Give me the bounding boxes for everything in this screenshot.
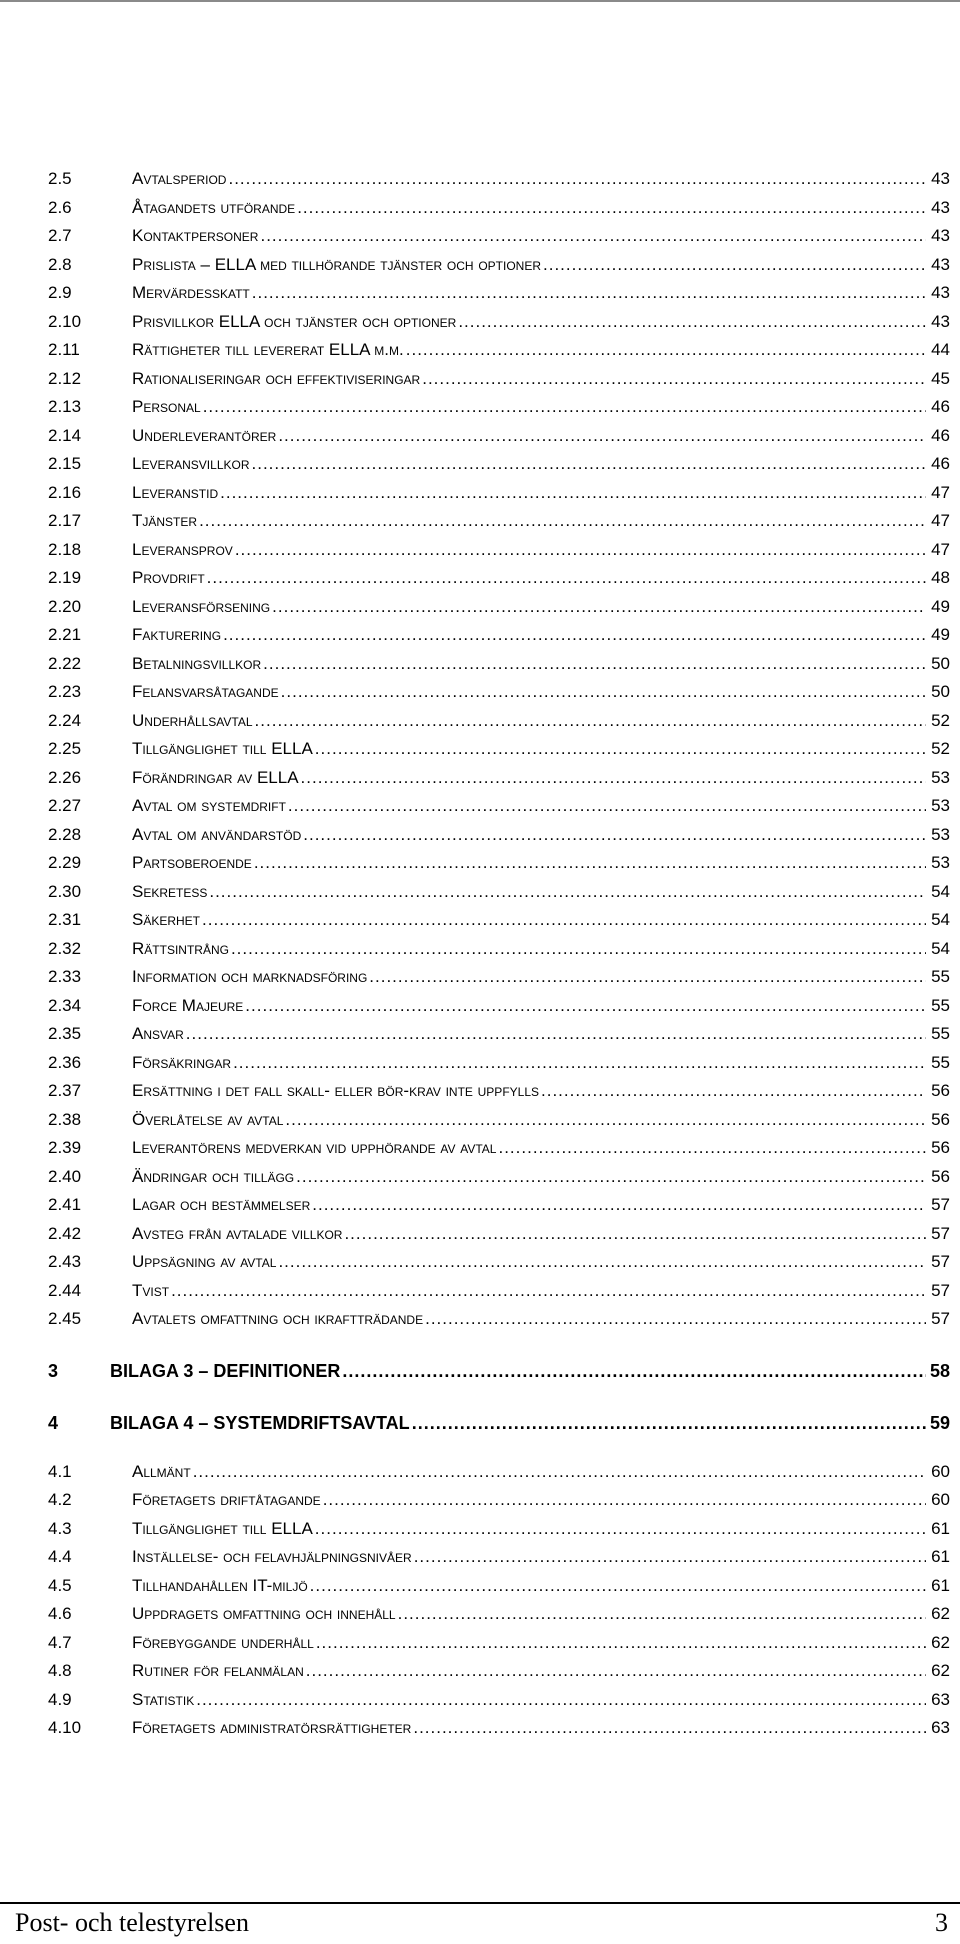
dot-leader — [458, 308, 926, 337]
toc-entry-title: Inställelse- och felavhjälpningsnivåer — [132, 1547, 412, 1566]
toc-entry[interactable] — [48, 735, 950, 764]
toc-entry[interactable] — [48, 507, 950, 536]
dot-leader — [263, 650, 926, 679]
footer-rule — [0, 1902, 960, 1904]
toc-page-number: 62 — [931, 1632, 950, 1652]
dot-leader — [186, 1020, 926, 1049]
toc-page-number: 43 — [931, 197, 950, 217]
toc-entry[interactable] — [48, 1049, 950, 1078]
toc-entry-number: 2.30 — [48, 881, 82, 901]
toc-entry-number: 2.36 — [48, 1052, 82, 1072]
toc-entry-number: 4.3 — [48, 1518, 72, 1538]
toc-entry-number: 2.29 — [48, 853, 82, 872]
toc-entry-number: 2.27 — [48, 796, 82, 815]
toc-entry-title: Fakturering — [132, 625, 222, 644]
toc-entry[interactable] — [48, 1600, 950, 1629]
dot-leader — [344, 1220, 926, 1249]
toc-entry-number: 2.26 — [48, 767, 82, 787]
toc-entry-title: Leveranstid — [132, 482, 219, 502]
toc-entry-title: Rättsintrång — [132, 938, 229, 958]
toc-page-number: 48 — [931, 568, 950, 587]
toc-entry-title: Sekretess — [132, 881, 208, 901]
toc-entry[interactable] — [48, 1277, 950, 1306]
toc-entry[interactable] — [48, 1543, 950, 1572]
toc-entry-number: 2.18 — [48, 539, 82, 559]
toc-page-number: 61 — [931, 1518, 950, 1538]
toc-page-number: 63 — [931, 1718, 950, 1737]
dot-leader — [233, 1049, 926, 1078]
toc-entry-title: Betalningsvillkor — [132, 653, 262, 673]
toc-entry[interactable] — [48, 1458, 950, 1487]
toc-entry-title: Ersättning i det fall skall- eller bör-krav inte uppfylls — [132, 1081, 539, 1100]
toc-entry[interactable] — [48, 479, 950, 508]
toc-page-number: 52 — [931, 710, 950, 730]
toc-chapter-title: BILAGA 3 – DEFINITIONER — [110, 1360, 341, 1381]
toc-page-number: 57 — [931, 1252, 950, 1271]
toc-entry-number: 2.35 — [48, 1024, 82, 1043]
dot-leader — [296, 1163, 926, 1192]
toc-page-number: 57 — [931, 1309, 950, 1328]
toc-entry-number: 2.21 — [48, 625, 82, 644]
toc-entry-title: Force Majeure — [132, 995, 244, 1015]
dot-leader — [254, 849, 926, 878]
toc-entry[interactable] — [48, 1629, 950, 1658]
dot-leader — [316, 1629, 926, 1658]
toc-page-number: 43 — [931, 169, 950, 188]
dot-leader — [301, 764, 926, 793]
toc-entry-number: 2.38 — [48, 1109, 82, 1129]
dot-leader — [312, 1191, 926, 1220]
toc-entry-number: 2.7 — [48, 226, 72, 245]
toc-page-number: 49 — [931, 625, 950, 644]
toc-entry-title: Rutiner för felanmälan — [132, 1661, 304, 1680]
toc-entry-number: 2.14 — [48, 425, 82, 445]
toc-entry-number: 2.12 — [48, 368, 82, 388]
toc-entry-number: 4.6 — [48, 1604, 72, 1623]
dot-leader — [406, 336, 926, 365]
toc-entry[interactable] — [48, 621, 950, 650]
toc-entry[interactable] — [48, 878, 950, 907]
toc-entry-title: Tillhandahållen IT-miljö — [132, 1575, 308, 1595]
dot-leader — [199, 507, 926, 536]
toc-entry-title: Tillgänglighet till ELLA — [132, 739, 313, 758]
toc-entry[interactable] — [48, 764, 950, 793]
toc-page-number: 47 — [931, 511, 950, 530]
toc-entry-number: 2.6 — [48, 197, 72, 217]
dot-leader — [231, 935, 926, 964]
toc-entry-number: 4.10 — [48, 1718, 82, 1737]
dot-leader — [252, 279, 926, 308]
dot-leader — [228, 165, 926, 194]
toc-entry-number: 2.37 — [48, 1081, 82, 1100]
toc-entry-title: Uppdragets omfattning och innehåll — [132, 1604, 396, 1623]
toc-section-4 — [48, 1458, 950, 1743]
toc-page-number: 50 — [931, 682, 950, 701]
toc-entry-title: Leverantörens medverkan vid upphörande av avtal — [132, 1138, 497, 1157]
toc-page-number: 62 — [931, 1604, 950, 1623]
toc-entry[interactable] — [48, 849, 950, 878]
toc-entry-number: 2.9 — [48, 283, 72, 302]
toc-page-number: 54 — [931, 881, 950, 901]
toc-page-number: 61 — [931, 1547, 950, 1566]
toc-entry-title: Avtalsperiod — [132, 169, 227, 188]
toc-entry[interactable] — [48, 194, 950, 223]
toc-page-number: 58 — [929, 1360, 950, 1381]
toc-chapter-4[interactable] — [48, 1408, 950, 1438]
dot-leader — [303, 821, 926, 850]
toc-entry-number: 4.5 — [48, 1575, 72, 1595]
dot-leader — [342, 1356, 926, 1386]
dot-leader — [315, 735, 926, 764]
toc-entry[interactable] — [48, 251, 950, 280]
toc-entry[interactable] — [48, 450, 950, 479]
toc-section-2 — [48, 165, 950, 1334]
table-of-contents — [48, 165, 950, 1743]
toc-entry[interactable] — [48, 992, 950, 1021]
toc-entry[interactable] — [48, 222, 950, 251]
toc-page-number: 46 — [931, 454, 950, 473]
toc-entry-title: Partsoberoende — [132, 853, 252, 872]
toc-entry-number: 2.19 — [48, 568, 82, 587]
toc-entry-number: 2.34 — [48, 995, 82, 1015]
toc-page-number: 47 — [931, 482, 950, 502]
toc-page-number: 57 — [931, 1280, 950, 1300]
toc-page-number: 61 — [931, 1575, 950, 1595]
toc-entry[interactable] — [48, 1106, 950, 1135]
dot-leader — [369, 963, 926, 992]
toc-entry-number: 2.22 — [48, 653, 82, 673]
toc-page-number: 54 — [931, 910, 950, 929]
toc-page-number: 62 — [931, 1661, 950, 1680]
toc-entry-number: 4.4 — [48, 1547, 72, 1566]
toc-page-number: 59 — [929, 1412, 950, 1433]
toc-entry-number: 2.24 — [48, 710, 82, 730]
toc-entry-title: Prisvillkor ELLA och tjänster och optioner — [132, 311, 457, 331]
dot-leader — [288, 792, 926, 821]
toc-page-number: 60 — [931, 1490, 950, 1509]
toc-entry-number: 2.33 — [48, 967, 82, 986]
dot-leader — [245, 992, 926, 1021]
toc-entry-number: 2.42 — [48, 1223, 82, 1243]
toc-chapter-3[interactable] — [48, 1356, 950, 1386]
toc-entry[interactable] — [48, 707, 950, 736]
toc-entry[interactable] — [48, 650, 950, 679]
toc-page-number: 55 — [931, 967, 950, 986]
toc-entry[interactable] — [48, 1657, 950, 1686]
toc-entry-number: 2.44 — [48, 1280, 82, 1300]
footer-page-number: 3 — [935, 1908, 948, 1937]
toc-entry[interactable] — [48, 393, 950, 422]
toc-entry[interactable] — [48, 1163, 950, 1192]
toc-entry[interactable] — [48, 536, 950, 565]
dot-leader — [203, 393, 926, 422]
toc-entry-title: Leveransvillkor — [132, 454, 250, 473]
toc-entry-title: Leveransförsening — [132, 596, 271, 616]
toc-chapter-title: BILAGA 4 – SYSTEMDRIFTSAVTAL — [110, 1412, 410, 1433]
dot-leader — [498, 1134, 926, 1163]
toc-entry[interactable] — [48, 821, 950, 850]
toc-entry[interactable] — [48, 1686, 950, 1715]
dot-leader — [202, 906, 926, 935]
toc-entry[interactable] — [48, 1134, 950, 1163]
toc-page-number: 63 — [931, 1689, 950, 1709]
dot-leader — [278, 422, 926, 451]
dot-leader — [297, 194, 926, 223]
dot-leader — [323, 1486, 926, 1515]
page-footer — [0, 1902, 960, 1944]
toc-entry-number: 2.5 — [48, 169, 72, 188]
toc-entry-number: 2.11 — [48, 340, 80, 359]
toc-page-number: 56 — [931, 1138, 950, 1157]
toc-page-number: 56 — [931, 1081, 950, 1100]
dot-leader — [541, 1077, 926, 1106]
toc-page-number: 43 — [931, 283, 950, 302]
toc-page-number: 53 — [931, 767, 950, 787]
dot-leader — [235, 536, 926, 565]
toc-entry[interactable] — [48, 1714, 950, 1743]
toc-entry-title: Tvist — [132, 1280, 170, 1300]
toc-entry[interactable] — [48, 1020, 950, 1049]
toc-page-number: 46 — [931, 425, 950, 445]
toc-entry-title: Underhållsavtal — [132, 710, 253, 730]
dot-leader — [281, 678, 926, 707]
dot-leader — [255, 707, 926, 736]
toc-entry-title: Rättigheter till levererat ELLA m.m. — [132, 340, 404, 359]
toc-entry[interactable] — [48, 1572, 950, 1601]
toc-entry-number: 2.31 — [48, 910, 82, 929]
toc-entry-title: Ansvar — [132, 1024, 184, 1043]
toc-entry[interactable] — [48, 963, 950, 992]
toc-entry-number: 4.2 — [48, 1490, 72, 1509]
toc-entry-title: Överlåtelse av avtal — [132, 1109, 284, 1129]
dot-leader — [398, 1600, 926, 1629]
dot-leader — [306, 1657, 926, 1686]
toc-entry-number: 2.10 — [48, 311, 82, 331]
toc-entry-number: 2.8 — [48, 254, 72, 274]
toc-entry-title: Åtagandets utförande — [132, 197, 296, 217]
toc-page-number: 47 — [931, 539, 950, 559]
toc-entry[interactable] — [48, 336, 950, 365]
toc-entry-title: Säkerhet — [132, 910, 201, 929]
dot-leader — [425, 1305, 926, 1334]
toc-entry[interactable] — [48, 1220, 950, 1249]
toc-entry-title: Företagets driftåtagande — [132, 1490, 321, 1509]
toc-entry[interactable] — [48, 365, 950, 394]
toc-entry[interactable] — [48, 593, 950, 622]
toc-entry-number: 2.45 — [48, 1309, 82, 1328]
toc-entry-title: Prislista – ELLA med tillhörande tjänster och optioner — [132, 254, 541, 274]
toc-entry-title: Tjänster — [132, 511, 198, 530]
toc-entry-title: Underleverantörer — [132, 425, 277, 445]
toc-page-number: 44 — [931, 340, 950, 359]
toc-entry-title: Förebyggande underhåll — [132, 1632, 314, 1652]
dot-leader — [171, 1277, 926, 1306]
toc-entry-title: Förändringar av ELLA — [132, 767, 299, 787]
toc-entry-number: 2.13 — [48, 397, 82, 416]
toc-entry-title: Avtal om systemdrift — [132, 796, 286, 815]
toc-entry-number: 2.32 — [48, 938, 82, 958]
toc-page-number: 56 — [931, 1166, 950, 1186]
toc-entry[interactable] — [48, 564, 950, 593]
toc-entry[interactable] — [48, 792, 950, 821]
toc-entry-title: Företagets administratörsrättigheter — [132, 1718, 412, 1737]
toc-entry-title: Ändringar och tillägg — [132, 1166, 295, 1186]
toc-entry-number: 2.25 — [48, 739, 82, 758]
toc-entry-number: 2.17 — [48, 511, 82, 530]
toc-entry-title: Tillgänglighet till ELLA — [132, 1518, 313, 1538]
dot-leader — [207, 564, 926, 593]
toc-entry[interactable] — [48, 1486, 950, 1515]
toc-entry-number: 2.40 — [48, 1166, 82, 1186]
toc-entry-number: 2.20 — [48, 596, 82, 616]
toc-page-number: 55 — [931, 1024, 950, 1043]
toc-entry-title: Lagar och bestämmelser — [132, 1195, 311, 1214]
toc-entry[interactable] — [48, 1191, 950, 1220]
dot-leader — [196, 1686, 926, 1715]
toc-entry-title: Avtal om användarstöd — [132, 824, 302, 844]
toc-entry[interactable] — [48, 935, 950, 964]
toc-page-number: 50 — [931, 653, 950, 673]
toc-entry-title: Rationaliseringar och effektiviseringar — [132, 368, 421, 388]
toc-entry[interactable] — [48, 678, 950, 707]
toc-entry-number: 2.41 — [48, 1195, 82, 1214]
dot-leader — [413, 1714, 926, 1743]
toc-entry-title: Felansvarsåtagande — [132, 682, 279, 701]
toc-entry[interactable] — [48, 906, 950, 935]
dot-leader — [193, 1458, 926, 1487]
dot-leader — [278, 1248, 926, 1277]
toc-entry-number: 4.8 — [48, 1661, 72, 1680]
toc-entry[interactable] — [48, 422, 950, 451]
toc-page-number: 53 — [931, 824, 950, 844]
toc-entry-title: Leveransprov — [132, 539, 233, 559]
toc-page-number: 46 — [931, 397, 950, 416]
dot-leader — [260, 222, 926, 251]
toc-entry[interactable] — [48, 165, 950, 194]
toc-page-number: 55 — [931, 1052, 950, 1072]
toc-entry[interactable] — [48, 279, 950, 308]
toc-entry-number: 4.7 — [48, 1632, 72, 1652]
toc-entry-title: Allmänt — [132, 1461, 191, 1481]
toc-entry-number: 2.43 — [48, 1252, 82, 1271]
toc-page-number: 57 — [931, 1223, 950, 1243]
toc-entry-number: 2.16 — [48, 482, 82, 502]
dot-leader — [220, 479, 926, 508]
toc-entry-title: Mervärdesskatt — [132, 283, 250, 302]
toc-page-number: 49 — [931, 596, 950, 616]
toc-entry-number: 2.15 — [48, 454, 82, 473]
toc-page-number: 55 — [931, 995, 950, 1015]
toc-entry[interactable] — [48, 1515, 950, 1544]
toc-page-number: 45 — [931, 368, 950, 388]
dot-leader — [315, 1515, 926, 1544]
dot-leader — [272, 593, 926, 622]
toc-entry-title: Personal — [132, 397, 201, 416]
toc-entry-number: 4.1 — [48, 1461, 72, 1481]
toc-entry-title: Avtalets omfattning och ikraftträdande — [132, 1309, 424, 1328]
toc-entry-title: Kontaktpersoner — [132, 226, 259, 245]
toc-entry-title: Uppsägning av avtal — [132, 1252, 277, 1271]
dot-leader — [223, 621, 926, 650]
top-rule — [0, 0, 960, 2]
toc-page-number: 43 — [931, 254, 950, 274]
toc-entry[interactable] — [48, 1248, 950, 1277]
toc-page-number: 54 — [931, 938, 950, 958]
toc-page-number: 53 — [931, 796, 950, 815]
dot-leader — [252, 450, 927, 479]
toc-entry-number: 2.23 — [48, 682, 82, 701]
toc-entry-title: Avsteg från avtalade villkor — [132, 1223, 343, 1243]
dot-leader — [414, 1543, 926, 1572]
toc-entry[interactable] — [48, 308, 950, 337]
dot-leader — [543, 251, 926, 280]
dot-leader — [310, 1572, 926, 1601]
toc-chapter-number: 4 — [48, 1412, 59, 1433]
toc-entry-number: 2.39 — [48, 1138, 82, 1157]
toc-page-number: 56 — [931, 1109, 950, 1129]
dot-leader — [422, 365, 926, 394]
toc-entry-title: Information och marknadsföring — [132, 967, 368, 986]
footer-organization: Post- och telestyrelsen — [15, 1908, 249, 1937]
dot-leader — [412, 1408, 926, 1438]
dot-leader — [209, 878, 926, 907]
toc-page-number: 57 — [931, 1195, 950, 1214]
toc-page-number: 53 — [931, 853, 950, 872]
toc-page-number: 43 — [931, 226, 950, 245]
toc-entry-title: Statistik — [132, 1689, 195, 1709]
toc-entry-title: Provdrift — [132, 568, 205, 587]
toc-chapter-number: 3 — [48, 1360, 59, 1381]
toc-entry[interactable] — [48, 1305, 950, 1334]
toc-page-number: 52 — [931, 739, 950, 758]
toc-entry-number: 2.28 — [48, 824, 82, 844]
toc-entry[interactable] — [48, 1077, 950, 1106]
toc-entry-number: 4.9 — [48, 1689, 72, 1709]
toc-page-number: 60 — [931, 1461, 950, 1481]
dot-leader — [285, 1106, 926, 1135]
toc-entry-title: Försäkringar — [132, 1052, 232, 1072]
toc-page-number: 43 — [931, 311, 950, 331]
